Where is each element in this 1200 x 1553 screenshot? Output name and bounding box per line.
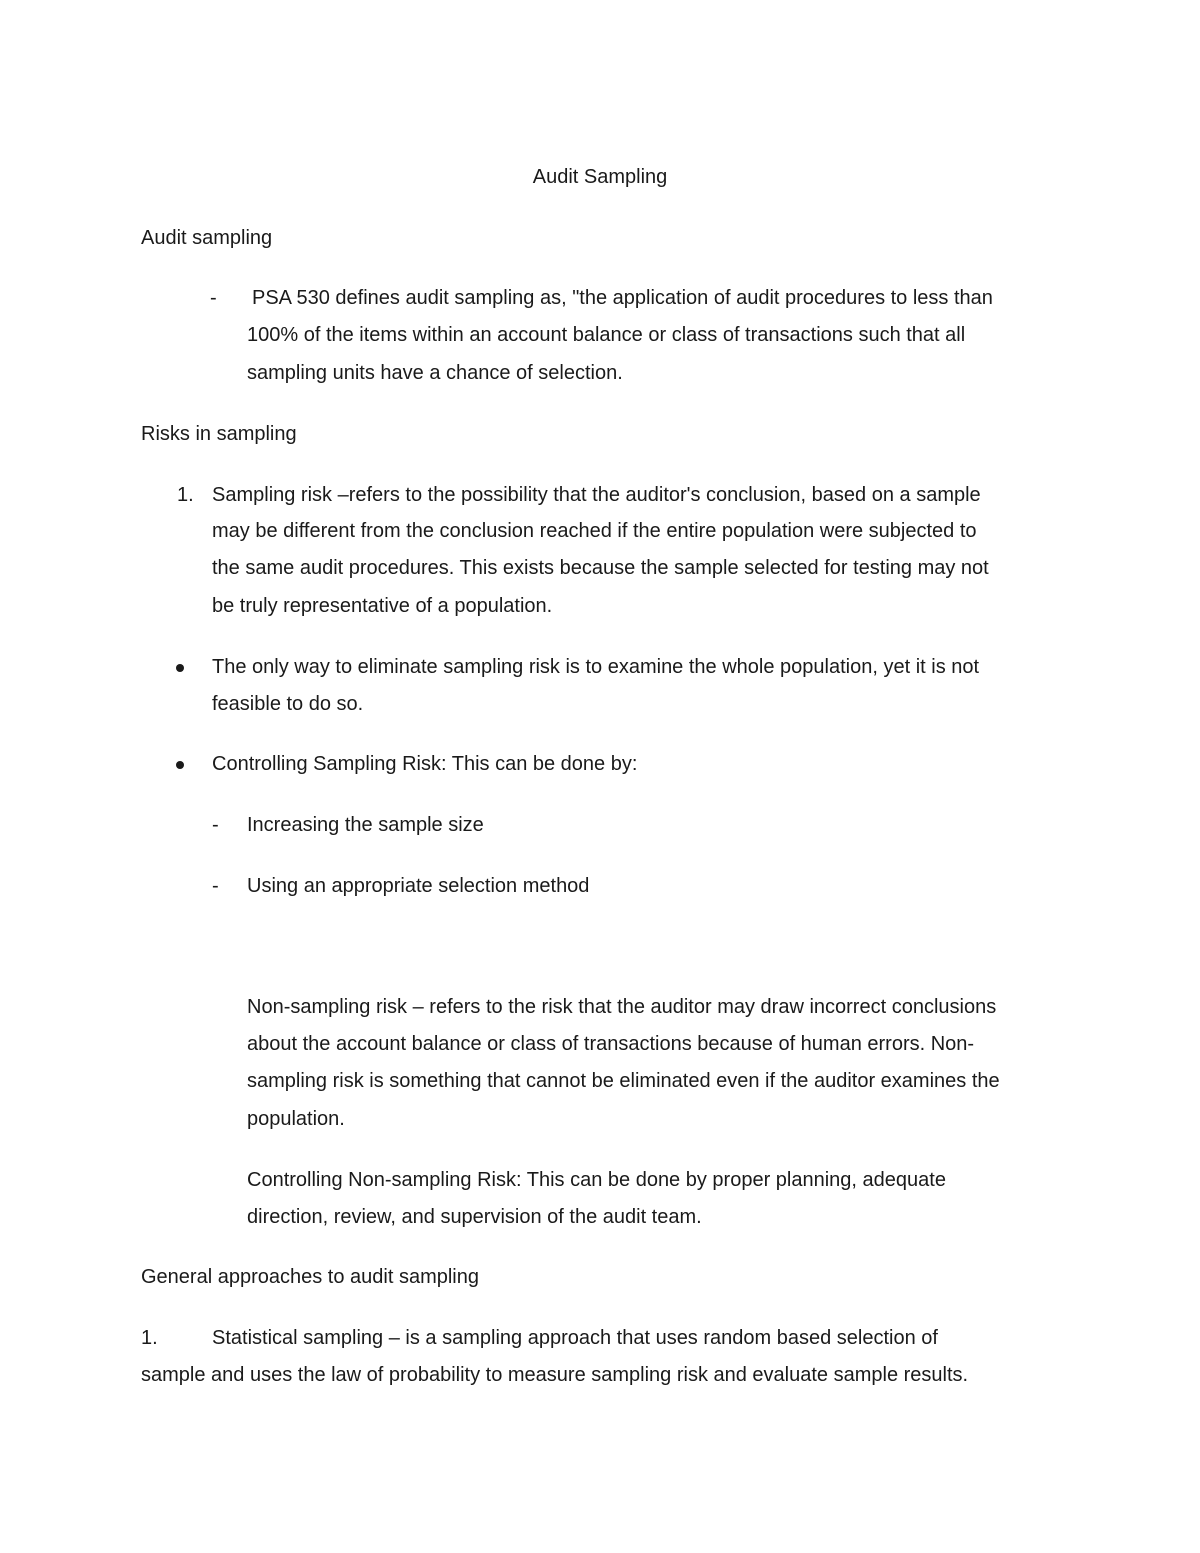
sampling-risk-line: the same audit procedures. This exists because the sample selected for testing may not	[212, 557, 989, 579]
dash-marker: -	[210, 287, 217, 309]
sampling-risk-line: be truly representative of a population.	[212, 595, 553, 617]
bullet-text-line: feasible to do so.	[212, 693, 364, 715]
controlling-nonsampling-line: direction, review, and supervision of the audit team.	[247, 1206, 702, 1228]
bullet-text-line: The only way to eliminate sampling risk is to examine the whole population, yet it is not	[212, 656, 980, 678]
sub-item-text: Using an appropriate selection method	[247, 875, 590, 897]
bullet-icon	[176, 664, 184, 672]
sub-item-text: Increasing the sample size	[247, 814, 484, 836]
bullet-icon	[176, 761, 184, 769]
document-title: Audit Sampling	[532, 166, 668, 188]
section-heading-general-approaches: General approaches to audit sampling	[141, 1266, 479, 1288]
list-number-marker: 1.	[141, 1327, 158, 1349]
section-heading-audit-sampling: Audit sampling	[141, 227, 273, 249]
definition-line: sampling units have a chance of selection.	[247, 362, 623, 384]
nonsampling-risk-line: Non-sampling risk – refers to the risk that the auditor may draw incorrect conclusions	[247, 996, 997, 1018]
list-number-marker: 1.	[177, 484, 194, 506]
nonsampling-risk-line: sampling risk is something that cannot be eliminated even if the auditor examines the	[247, 1070, 1000, 1092]
definition-line: PSA 530 defines audit sampling as, "the application of audit procedures to less than	[252, 287, 993, 309]
statistical-sampling-line: sample and uses the law of probability to measure sampling risk and evaluate sample results.	[141, 1364, 969, 1386]
bullet-text-line: Controlling Sampling Risk: This can be done by:	[212, 753, 638, 775]
sampling-risk-line: Sampling risk –refers to the possibility that the auditor's conclusion, based on a sample	[212, 484, 981, 506]
sampling-risk-line: may be different from the conclusion reached if the entire population were subjected to	[212, 520, 977, 542]
nonsampling-risk-line: about the account balance or class of transactions because of human errors. Non-	[247, 1033, 975, 1055]
statistical-sampling-line: Statistical sampling – is a sampling approach that uses random based selection of	[212, 1327, 938, 1349]
nonsampling-risk-line: population.	[247, 1108, 345, 1130]
definition-line: 100% of the items within an account balance or class of transactions such that all	[247, 324, 966, 346]
dash-marker: -	[212, 875, 219, 897]
dash-marker: -	[212, 814, 219, 836]
section-heading-risks-in-sampling: Risks in sampling	[141, 423, 297, 445]
controlling-nonsampling-line: Controlling Non-sampling Risk: This can be done by proper planning, adequate	[247, 1169, 946, 1191]
